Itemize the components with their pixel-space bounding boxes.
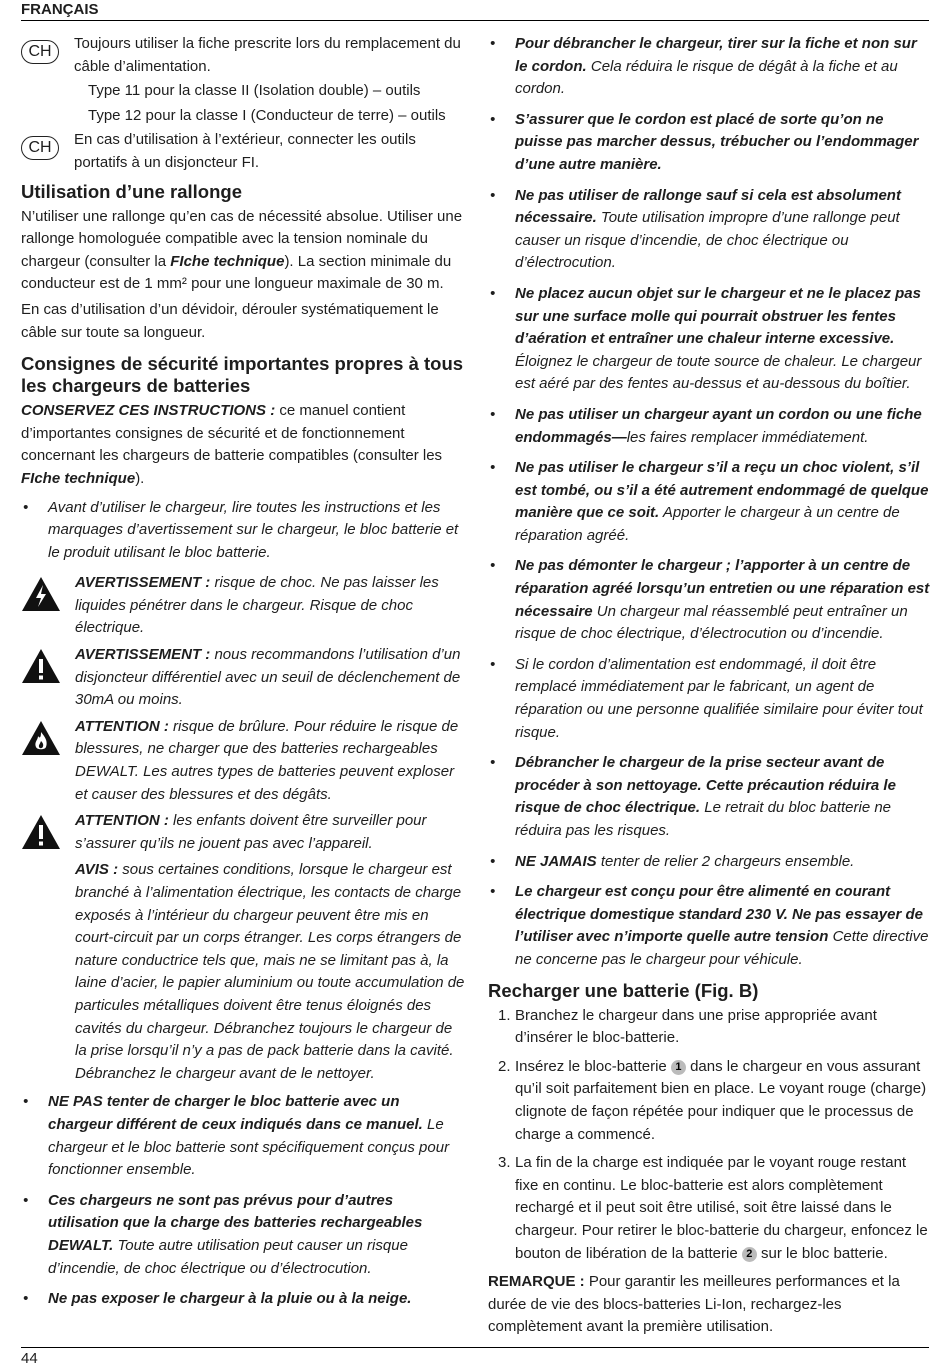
bullet-bold: Ne pas utiliser un chargeur ayant un cordon ou une fiche endommagés—: [515, 405, 922, 446]
list-item: [488, 404, 930, 449]
avis-note: [21, 859, 466, 1085]
bullet-bold: Le chargeur est conçu pour être alimenté en courant électrique domestique standard 230 V. Ne pas essayer de l’utiliser avec n’importe quelle autre tension: [515, 883, 923, 946]
bullet-bold: Ne placez aucun objet sur le chargeur et ne le placez pas sur une surface molle qui pourrait obstruer les fentes d’aération et entraîner une chaleur interne excessive.: [515, 284, 921, 348]
bullet-bold: Débrancher le chargeur de la prise secteur avant de procéder à son nettoyage. Cette précaution réduira le risque de choc électrique.: [515, 754, 896, 817]
step-text: Branchez le chargeur dans une prise appropriée avant d’insérer le bloc-batterie.: [515, 1006, 877, 1047]
avis-text: sous certaines conditions, lorsque le chargeur est branché à l’alimentation électrique, les contacts de charge exposés à l’intérieur du chargeur peuvent être mis en court-circuit par un corps étranger. Les corps étrangers de nature conductrice tels que, mais ne se limitant pas à, la laine d’acier, le papier aluminium ou toute accumulation de particules métalliques doivent être tenus éloignés des cavités du chargeur. Débranchez toujours le chargeur de la prise lorsqu’il n’y a pas de pack batterie dans la cavité. Débranchez le chargeur avant de le nettoyer.: [75, 861, 465, 1082]
ch-note-text: En cas d’utilisation à l’extérieur, connecter les outils portatifs à un disjoncteur FI.: [74, 131, 416, 171]
list-item: [21, 1091, 466, 1181]
bullet-bold: Ne pas démonter le chargeur ; l’apporter à un centre de réparation agréé lorsqu’un entretien ou une réparation est nécessaire: [515, 557, 930, 620]
warning-burn: [21, 716, 466, 806]
list-item: • Avant d’utiliser le chargeur, lire toutes les instructions et les marquages d’avertissement sur le chargeur, le bloc batterie et le produit utilisant le bloc batterie.: [21, 497, 466, 565]
footer-rule: [21, 1347, 929, 1348]
step-item: [488, 1056, 930, 1146]
bullet-bold: Ne pas utiliser le chargeur s’il a reçu un choc violent, s’il est tombé, ou s’il a été autrement endommagé de quelque manière que ce soit.: [515, 459, 929, 522]
bullet-bold: S’assurer que le cordon est placé de sorte qu’on ne puisse pas marcher dessus, trébucher ou l’endommager d’une autre manière.: [515, 110, 919, 173]
list-item: [21, 1190, 466, 1280]
section-heading-recharge: Recharger une batterie (Fig. B): [488, 979, 759, 1001]
list-item: [21, 1288, 466, 1311]
list-item: [488, 752, 930, 842]
text-run: ).: [135, 469, 145, 487]
callout-number: 1: [671, 1060, 686, 1075]
bullet-text: les faires remplacer immédiatement.: [626, 428, 869, 446]
bullet-text: Toute autre utilisation peut causer un risque d’incendie, de choc électrique ou d’électrocution.: [48, 1236, 408, 1277]
text-run: ce manuel contient d’importantes consignes de sécurité et de fonctionnement concernant les chargeurs de batterie compatibles (consulter les: [21, 402, 443, 465]
remarque-note: [488, 1271, 930, 1339]
right-column: [488, 33, 930, 1341]
page-header: [21, 0, 929, 21]
bullet-text: Toute utilisation impropre d’une rallonge peut causer un risque d’incendie, de choc électrique ou d’électrocution.: [515, 209, 900, 272]
electric-shock-icon: [21, 576, 61, 612]
list-item: [488, 457, 930, 547]
devidoir-paragraph: En cas d’utilisation d’un dévidoir, dérouler systématiquement le câble sur toute sa longueur.: [21, 300, 439, 341]
warning-rcd: [21, 644, 466, 712]
ch-note-outdoor: [21, 129, 466, 174]
list-item: [488, 555, 930, 645]
type12-text: Type 12 pour la classe I (Conducteur de terre) – outils: [88, 106, 446, 124]
bullet-bold: Ces chargeurs ne sont pas prévus pour d’autres utilisation que la charge des batteries rechargeables DEWALT.: [48, 1191, 423, 1254]
conservez-label: CONSERVEZ CES INSTRUCTIONS :: [21, 402, 276, 420]
ref-fiche-technique: FIche technique: [170, 252, 285, 270]
step-number: 1.: [498, 1006, 511, 1024]
warning-shock: [21, 572, 466, 640]
step-item: [488, 1152, 930, 1265]
ch-note-plug: [21, 33, 466, 78]
warning-text: les enfants doivent être surveiller pour s’assurer qu’ils ne jouent pas avec l’appareil.: [75, 812, 427, 852]
bullet-bold: Ne pas utiliser de rallonge sauf si cela est absolument nécessaire.: [515, 186, 901, 227]
warning-label: ATTENTION :: [75, 717, 169, 735]
list-item: [488, 33, 930, 101]
bullet-bold: Ne pas exposer le chargeur à la pluie ou à la neige.: [48, 1290, 412, 1308]
bullet-bold: Pour débrancher le chargeur, tirer sur la fiche et non sur le cordon.: [515, 35, 917, 75]
bullet-text: Le chargeur et le bloc batterie sont spécifiquement conçus pour fonctionner ensemble.: [48, 1115, 450, 1179]
conservez-paragraph: [21, 400, 466, 490]
page-number: 44: [21, 1350, 38, 1367]
exclamation-icon: [21, 814, 61, 850]
text-run: N’utiliser une rallonge qu’en cas de nécessité absolue. Utiliser une rallonge homologuée compatible avec la tension nominale du chargeur (consulter la: [21, 207, 463, 270]
bullet-bold: NE JAMAIS: [515, 852, 597, 870]
section-heading-rallonge: Utilisation d’une rallonge: [21, 180, 242, 202]
ch-badge: CH: [21, 136, 59, 160]
ch-badge: CH: [21, 40, 59, 64]
section-heading-consignes: Consignes de sécurité importantes propres à tous les chargeurs de batteries: [21, 353, 464, 397]
list-item: [488, 283, 930, 396]
ch-note-text: Toujours utiliser la fiche prescrite lors du remplacement du câble d’alimentation.: [74, 35, 461, 75]
step-item: [488, 1005, 930, 1050]
warning-label: ATTENTION :: [75, 812, 169, 830]
ref-fiche-technique: FIche technique: [21, 469, 136, 487]
warning-children: [21, 810, 466, 855]
step-text: dans le chargeur en vous assurant qu’il soit parfaitement bien en place. Le voyant rouge (charge) clignote de façon répétée pour indiquer que le processus de charge a commencé.: [515, 1057, 927, 1143]
warning-text: nous recommandons l’utilisation d’un disjoncteur différentiel avec un seuil de déclenchement de 30mA ou moins.: [75, 646, 461, 709]
list-item: [488, 851, 930, 874]
type11-text: Type 11 pour la classe II (Isolation double) – outils: [88, 82, 421, 100]
left-column: [21, 33, 466, 1319]
step-text: sur le bloc batterie.: [756, 1244, 888, 1262]
callout-number: 2: [742, 1247, 757, 1262]
fire-icon: [21, 720, 61, 756]
bullet-text: Le retrait du bloc batterie ne réduira pas les risques.: [515, 799, 892, 839]
remarque-text: Pour garantir les meilleures performances et la durée de vie des blocs-batteries Li-Ion, rechargez-les complètement avant la première utilisation.: [488, 1273, 900, 1336]
language-label: FRANÇAIS: [21, 1, 99, 18]
list-item: [488, 881, 930, 971]
rallonge-paragraph: [21, 206, 466, 296]
bullet-bold: NE PAS tenter de charger le bloc batterie avec un chargeur différent de ceux indiqués dans ce manuel.: [48, 1093, 423, 1133]
bullet-text: Si le cordon d’alimentation est endommagé, il doit être remplacé immédiatement par le fabricant, un agent de réparation ou une personne qualifiée similaire pour éviter tout risque.: [515, 655, 923, 741]
list-item: [488, 185, 930, 275]
step-text: Insérez le bloc-batterie: [515, 1057, 671, 1075]
avis-label: AVIS :: [75, 861, 119, 879]
list-item: [488, 654, 930, 744]
remarque-label: REMARQUE :: [488, 1273, 585, 1291]
bullet-text: tenter de relier 2 chargeurs ensemble.: [596, 852, 855, 870]
warning-text: risque de choc. Ne pas laisser les liquides pénétrer dans le chargeur. Risque de choc électrique.: [75, 574, 439, 637]
list-item: [488, 109, 930, 177]
bullet-text: Apporter le chargeur à un centre de réparation agréé.: [515, 504, 900, 544]
warning-label: AVERTISSEMENT :: [75, 574, 211, 592]
step-number: 2.: [498, 1057, 511, 1075]
exclamation-icon: [21, 648, 61, 684]
bullet-text: Un chargeur mal réassemblé peut entraîner un risque de choc électrique, d’électrocution ou d’incendie.: [515, 602, 908, 643]
bullet-text: Cela réduira le risque de dégât à la fiche et au cordon.: [515, 57, 898, 98]
bullet-text: Cette directive ne concerne pas le chargeur pour véhicule.: [515, 928, 929, 968]
bullet-text: Éloignez le chargeur de toute source de chaleur. Le chargeur est aéré par des fentes au-dessus et au-dessous du boîtier.: [515, 352, 922, 393]
step-number: 3.: [498, 1154, 511, 1172]
step-text: La fin de la charge est indiquée par le voyant rouge restant fixe en continu. Le bloc-batterie est alors complètement rechargé et il peut soit être utilisé, soit être laissé dans le chargeur. Pour retirer le bloc-batterie du chargeur, enfoncez le bouton de libération de la batterie: [515, 1154, 928, 1262]
text-run: ). La section minimale du conducteur est de 1 mm² pour une longueur maximale de 30 m.: [21, 252, 452, 293]
warning-text: risque de brûlure. Pour réduire le risque de blessures, ne charger que des batteries rechargeables DEWALT. Les autres types de batteries peuvent exploser et causer des blessures et des dégâts.: [75, 717, 459, 803]
warning-label: AVERTISSEMENT :: [75, 646, 211, 664]
